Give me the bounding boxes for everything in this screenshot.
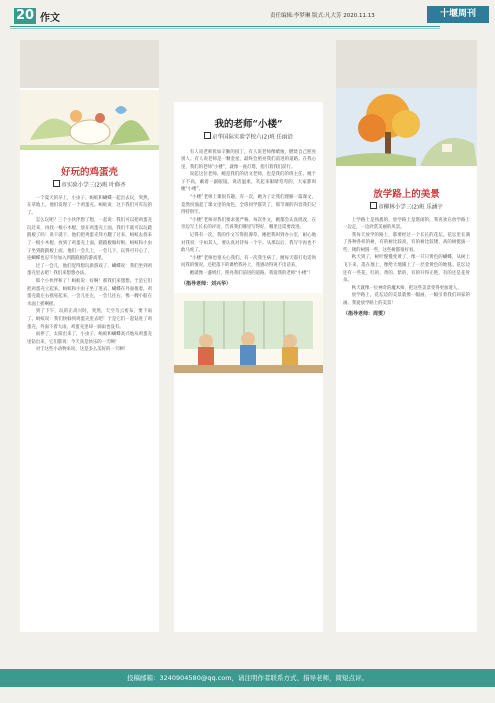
paragraph: 对于这些小动物来说，这是多么美好的一天啊！: [35, 347, 129, 353]
paragraph: 秋天到了，树叶慢慢变黄了，像一只只黄色的蝴蝶，从树上飞下来，落在地上，像给大地铺上了一层金黄色的地毯。花坛边还有一些花，红的、黄的、紫的，有的开得正艳，有的还是花骨朵。: [343, 255, 470, 284]
page-header: [0, 0, 495, 26]
left-article: [20, 88, 159, 632]
paragraph: 秋天就像一位神奇的魔术师，把这些美景变得更加迷人。: [351, 285, 462, 291]
header-rule-secondary: [10, 28, 440, 29]
left-article-body: [20, 195, 159, 354]
right-article: [336, 88, 477, 632]
brand-logo: 十堰周刊: [427, 6, 489, 23]
footer-text: 投稿邮箱：3240904580@qq.com，请注明作者联系方式、指导老师，简短点评。: [126, 674, 369, 682]
header-credits: 责任编辑:李梦琳 版式:凡大芳 2020.11.13: [270, 13, 375, 19]
paragraph: 有人说老师犹如辛勤的园丁，有人说老师像蜡烛，燃烧自己照亮别人；有人说老师是一颗金星，最终会照亮我们前进的道路。在我心里，我们的老师“小楼”，就像一座灯塔，指引着我们前行。: [181, 149, 316, 170]
page-number: 20: [15, 8, 35, 23]
paragraph: 一个夏天的早上，小虫子、蚂蚁和蝴蝶一起出去玩，突然，在草地上，他们发现了一个鸡蛋壳。蚂蚁说：这下我们可有玩的了。: [27, 195, 152, 216]
autumn-tree-illustration: [336, 88, 477, 166]
right-article-title: 放学路上的美景: [373, 189, 440, 200]
paragraph: 怎么玩呢？三个小伙伴想了想，一起说：我们可以把鸡蛋壳玩过来，再找一根小木棍，放在鸡蛋壳上面，我们不就可以玩跷跷板了吗！说干就干，他们把鸡蛋壳拜方翻了过来，蚂蚁去找来了一根小木棍，放到了鸡蛋壳上面，跷跷板做好啦。蚂蚁和小虫子坐到跷跷板上面，他们一会儿上，一会儿下，玩得可开心了，连蝴蝶也忍不住加入到跷跷板的游戏里。: [27, 218, 152, 262]
middle-article-body: [174, 149, 323, 278]
middle-article-byline: [174, 132, 323, 141]
paragraph: “小楼”老师也很关心我们。有一次我生病了，她每天都打电话询问我的情况，还把落下的课给我补上，我感动得说不出话来。: [181, 255, 316, 269]
left-byline-text: 市实验小学三(2)班 叶修齐: [61, 182, 126, 189]
paragraph: 说起这位老师，她是我们的语文老师，也是我们的班主任。她个子不高，戴着一副眼镜，说话温柔，笑起来眼睛弯弯的，大家都叫她“小楼”。: [181, 172, 316, 193]
section-title: 作文: [40, 13, 60, 24]
left-article-title: 好玩的鸡蛋壳: [60, 167, 118, 178]
paragraph: 上学路上是熟悉的，放学路上是悠闲的。我喜欢在放学路上一边走，一边欣赏美丽的风景。: [343, 217, 470, 231]
middle-article: [174, 102, 323, 632]
paragraph: 过了一会儿，他们觉得想玩新游戏了，蝴蝶说：我们坐到鸡蛋壳里去吧！我们来想想办法。: [27, 263, 152, 277]
eggshell-illustration: [20, 90, 159, 150]
right-article-byline: [336, 202, 477, 211]
middle-teacher: （指导老师：刘兴华）: [181, 280, 232, 287]
middle-article-title: 我的老师“小楼”: [214, 119, 283, 130]
paragraph: 到了下午，玩的正高兴时，突然，天空乌云密布，要下雨了。蚂蚁说：我们快躲到鸡蛋壳里去吧！于是它们一起钻进了鸡蛋壳，外面下着大雨，鸡蛋壳里却一滴雨也没有。: [27, 309, 152, 330]
paragraph: “小楼”老师对我们要求很严格。每次作文，她都会认真批改，在旁边写上长长的评语，告诉我们哪里写得好，哪里还需要改进。: [181, 217, 316, 231]
left-article-byline: [20, 180, 159, 189]
paragraph: 我每天放学的路上，都要经过一个长长的花坛。花坛里长满了各种各样的树，有的树比较高，有的树比较矮，高的树挺拔一些，矮的树圆一些，这些树都很好看。: [343, 232, 470, 253]
right-byline-text: 市柳林小学三(2)班 乐涵宇: [378, 204, 443, 211]
middle-byline-text: 京华国际实验学校六(2)班 任雨沿: [211, 134, 294, 141]
paragraph: 放学路上，花坛边的美景就像一幅画，一幅引着我们回家的画。我爱放学路上的美景！: [343, 293, 470, 307]
paragraph: 雨停了，太阳出来了，小虫子、蚂蚁和蝴蝶高兴地从鸡蛋壳里钻出来，它们都说：今天真是快乐的一天啊！: [27, 332, 152, 345]
paragraph: 那个小伙伴和了！蚂蚁说：好啊！那我们来想想。于是它们把鸡蛋壳立起来，蚂蚁和小虫子坐了进去，蝴蝶在外面推着，鸡蛋壳就左右摇晃起来，一会儿往左，一会儿往右，像一艘小船在水面上摇啊摇。: [27, 279, 152, 307]
right-teacher: （指导老师：周雯）: [343, 310, 389, 317]
paragraph: 她就像一盏明灯，照亮我们前进的道路。我爱我的老师“小楼”！: [189, 271, 313, 276]
paragraph: 记得有一次，我的作文写得很潦草，她把我叫到办公室，耐心地对我说：字如其人，要认真对待每一个字。从那以后，我写字再也不敢马虎了。: [181, 233, 316, 254]
right-article-body: [336, 217, 477, 308]
header-rule: [10, 26, 440, 27]
classroom-illustration: [174, 293, 323, 373]
paragraph: “小楼”老师上课很有趣。有一次，她为了让我们理解一篇课文，竟然扮演起了课文里的角色，全班同学都笑了，那节课的内容我们记得特别牢。: [181, 195, 316, 216]
